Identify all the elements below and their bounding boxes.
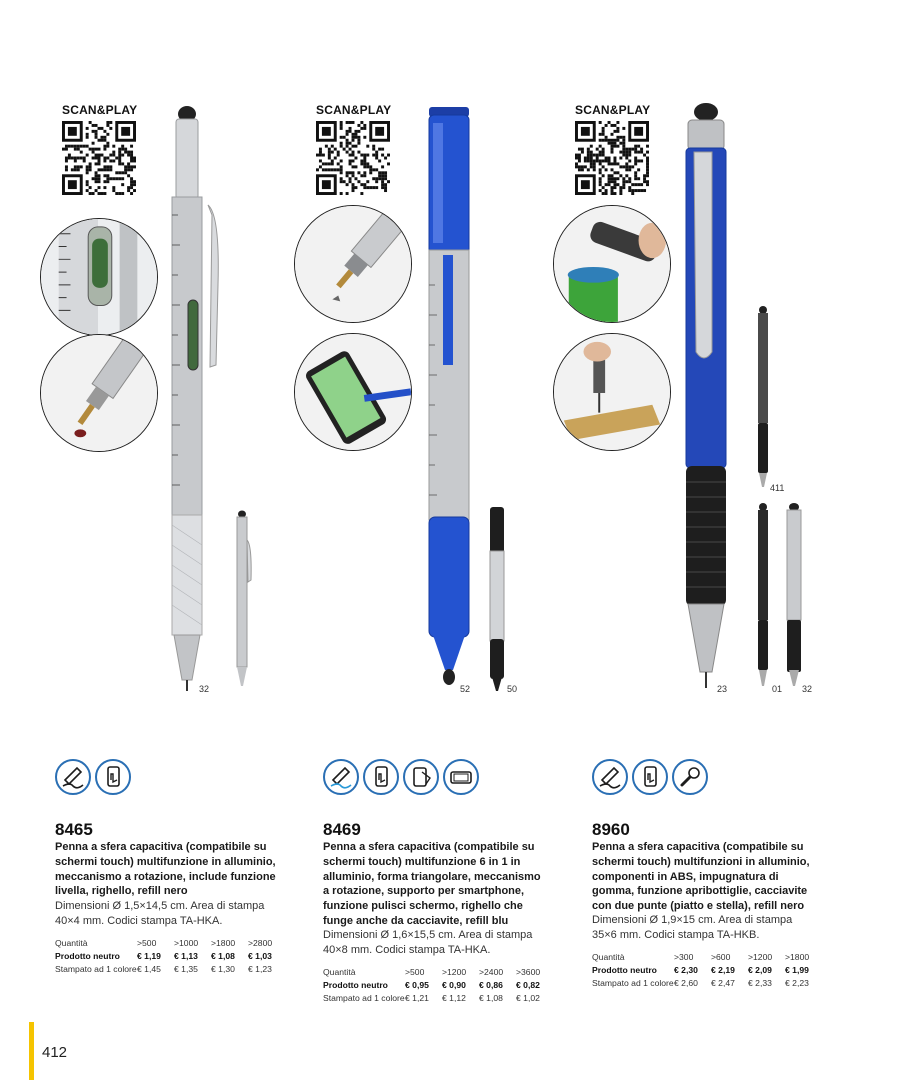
- qty-tier: >2800: [248, 937, 273, 948]
- printed-label: Stampato ad 1 colore: [55, 963, 137, 974]
- price-cell: € 1,08: [211, 950, 235, 961]
- feature-icons: [323, 759, 479, 795]
- bottle-opener-detail-photo: [553, 205, 671, 323]
- pen-8960-variant-411-image: [755, 305, 771, 490]
- price-cell: € 1,03: [248, 950, 272, 961]
- qty-tier: >1000: [174, 937, 199, 948]
- product-description: Penna a sfera capacitiva (compatibile su schermi touch) multifunzione in alluminio, meccanismo a rotazione, include funzione livella, righello, refill nero: [55, 841, 276, 898]
- qty-tier: >3600: [516, 966, 541, 977]
- price-cell: € 1,23: [248, 963, 272, 974]
- stylus-icon: [592, 759, 628, 795]
- neutral-label: Prodotto neutro: [592, 964, 657, 975]
- pen-8465-image: [168, 105, 228, 695]
- qty-tier: >1200: [442, 966, 467, 977]
- price-cell: € 1,12: [442, 992, 466, 1003]
- price-printed-row: [55, 962, 285, 975]
- screen-clean-icon: [403, 759, 439, 795]
- price-cell: € 1,08: [479, 992, 503, 1003]
- product-dimensions: Dimensioni Ø 1,9×15 cm. Area di stampa 35×6 mm. Codici stampa TA-HKB.: [592, 914, 793, 941]
- price-cell: € 1,99: [785, 964, 809, 975]
- product-code: 8469: [323, 820, 361, 839]
- product-description: Penna a sfera capacitiva (compatibile su schermi touch) multifunzione 6 in 1 in alluminio, forma triangolare, meccanismo a rotazione, supporto per smartphone, funzione pulisci schermo, righello che funge anche da cacciavite, refill blu: [323, 841, 541, 927]
- variant-code: 52: [460, 684, 471, 694]
- page-accent-bar: [29, 1022, 34, 1080]
- pen-8960-variant-32-printed-image: [783, 502, 805, 690]
- printed-label: Stampato ad 1 colore: [592, 977, 674, 988]
- stylus-icon: [323, 759, 359, 795]
- variant-code: 32: [199, 684, 210, 694]
- pen-8960-image: [682, 102, 732, 694]
- price-neutral-row: [323, 978, 553, 991]
- qr-code-icon[interactable]: [575, 121, 649, 195]
- variant-code: 01: [772, 684, 783, 694]
- pen-8469-printed-image: [488, 505, 506, 695]
- neutral-label: Prodotto neutro: [323, 979, 388, 990]
- price-cell: € 0,95: [405, 979, 429, 990]
- price-cell: € 2,47: [711, 977, 735, 988]
- price-cell: € 2,60: [674, 977, 698, 988]
- price-neutral-row: [55, 949, 285, 962]
- price-cell: € 2,09: [748, 964, 772, 975]
- qty-tier: >1800: [211, 937, 236, 948]
- screwdriver-detail-photo: [553, 333, 671, 451]
- price-cell: € 0,86: [479, 979, 503, 990]
- scan-play-label: SCAN&PLAY: [316, 103, 392, 117]
- printed-label: Stampato ad 1 colore: [323, 992, 405, 1003]
- price-cell: € 1,02: [516, 992, 540, 1003]
- price-header-row: [323, 965, 553, 978]
- phone-stand-detail-photo: [294, 333, 412, 451]
- touchscreen-icon: [95, 759, 131, 795]
- screwdriver-detail-photo: [40, 334, 158, 452]
- price-printed-row: [592, 976, 822, 989]
- qty-tier: >600: [711, 951, 731, 962]
- product-dimensions: Dimensioni Ø 1,6×15,5 cm. Area di stampa 40×8 mm. Codici stampa TA-HKA.: [323, 929, 533, 956]
- variant-code: 32: [802, 684, 813, 694]
- qty-label: Quantità: [55, 937, 88, 948]
- price-cell: € 1,21: [405, 992, 429, 1003]
- qty-label: Quantità: [592, 951, 625, 962]
- price-cell: € 0,82: [516, 979, 540, 990]
- variant-code: 50: [507, 684, 518, 694]
- product-dimensions: Dimensioni Ø 1,5×14,5 cm. Area di stampa 40×4 mm. Codici stampa TA-HKA.: [55, 900, 265, 927]
- level-detail-photo: [40, 218, 158, 336]
- qr-code-icon[interactable]: [316, 121, 390, 195]
- phone-stand-icon: [443, 759, 479, 795]
- pen-8960-variant-01-image: [755, 502, 771, 690]
- qty-tier: >500: [405, 966, 425, 977]
- qty-tier: >500: [137, 937, 157, 948]
- neutral-label: Prodotto neutro: [55, 950, 120, 961]
- price-table: [55, 936, 285, 975]
- price-neutral-row: [592, 963, 822, 976]
- qty-tier: >300: [674, 951, 694, 962]
- qty-tier: >1800: [785, 951, 810, 962]
- price-printed-row: [323, 991, 553, 1004]
- price-cell: € 1,13: [174, 950, 198, 961]
- feature-icons: [55, 759, 131, 795]
- stylus-icon: [55, 759, 91, 795]
- pen-8465-printed-image: [232, 510, 254, 692]
- screwdriver-detail-photo: [294, 205, 412, 323]
- page-number: 412: [42, 1044, 68, 1061]
- price-cell: € 2,30: [674, 964, 698, 975]
- price-cell: € 1,35: [174, 963, 198, 974]
- price-table: [592, 950, 822, 989]
- price-cell: € 1,45: [137, 963, 161, 974]
- price-cell: € 2,19: [711, 964, 735, 975]
- variant-code: 411: [770, 483, 785, 493]
- qty-label: Quantità: [323, 966, 356, 977]
- price-cell: € 2,23: [785, 977, 809, 988]
- price-header-row: [592, 950, 822, 963]
- price-cell: € 0,90: [442, 979, 466, 990]
- qr-code-icon[interactable]: [62, 121, 136, 195]
- variant-code: 23: [717, 684, 728, 694]
- touchscreen-icon: [363, 759, 399, 795]
- feature-icons: [592, 759, 708, 795]
- price-cell: € 1,19: [137, 950, 161, 961]
- touchscreen-icon: [632, 759, 668, 795]
- price-header-row: [55, 936, 285, 949]
- bottle-opener-icon: [672, 759, 708, 795]
- price-cell: € 1,30: [211, 963, 235, 974]
- product-description: Penna a sfera capacitiva (compatibile su schermi touch) multifunzioni in alluminio, componenti in ABS, impugnatura di gomma, funzione apribottiglie, cacciavite con due punte (piatto e stella), refill nero: [592, 841, 810, 913]
- qty-tier: >1200: [748, 951, 773, 962]
- scan-play-label: SCAN&PLAY: [62, 103, 138, 117]
- product-code: 8960: [592, 820, 630, 839]
- qty-tier: >2400: [479, 966, 504, 977]
- price-cell: € 2,33: [748, 977, 772, 988]
- product-code: 8465: [55, 820, 93, 839]
- pen-8469-image: [425, 105, 473, 695]
- scan-play-label: SCAN&PLAY: [575, 103, 651, 117]
- price-table: [323, 965, 553, 1004]
